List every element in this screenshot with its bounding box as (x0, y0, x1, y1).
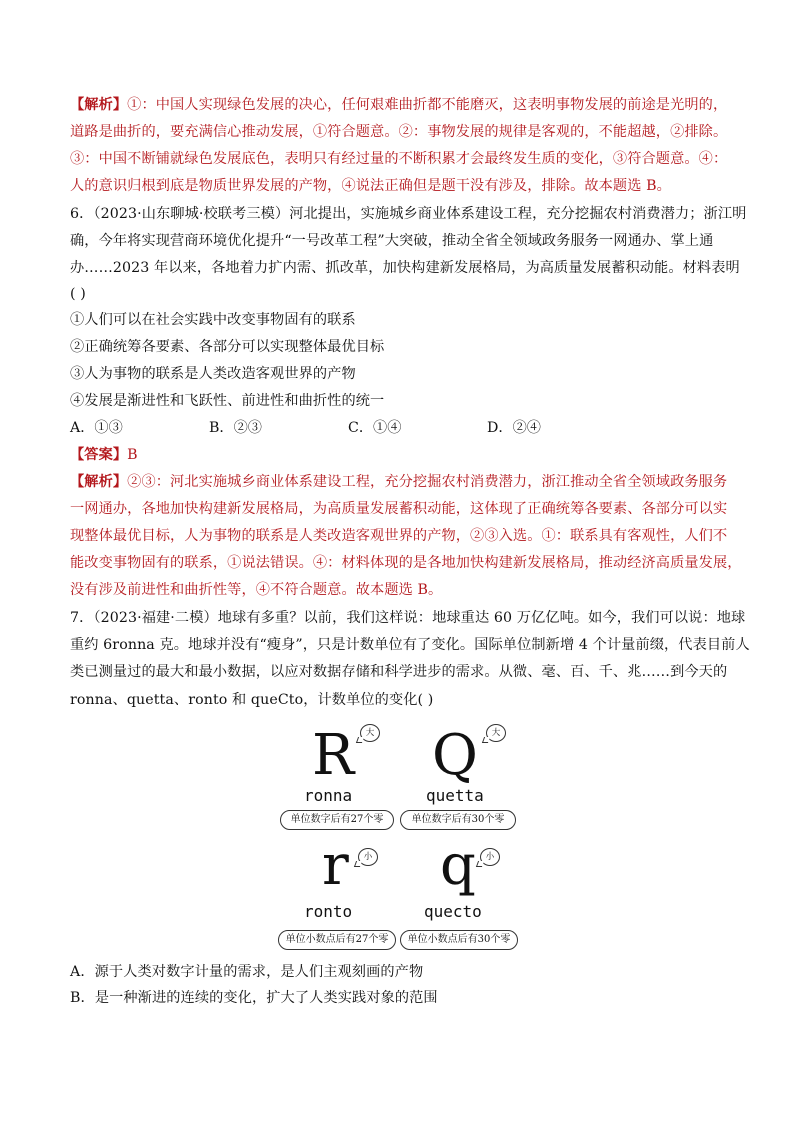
q6-analysis-line-1 (70, 472, 740, 492)
q6-stem-line-2: 确，今年将实现营商环境优化提升“一号改革工程”大突破，推动全省全领域政务服务一网通办、掌上通 (70, 233, 714, 249)
q6-statement-4: ④发展是渐进性和飞跃性、前进性和曲折性的统一 (70, 393, 385, 409)
ronna-note: 单位数字后有27个零 (280, 810, 394, 830)
q6-answer-value: B (127, 447, 138, 463)
q6-answer-label: 【答案】 (70, 447, 128, 463)
q6-statement-2: ②正确统筹各要素、各部分可以实现整体最优目标 (70, 339, 385, 355)
q6-answer (70, 445, 740, 465)
quetta-word: quetta (426, 786, 484, 805)
q7-option-b: B．是一种渐进的连续的变化，扩大了人类实践对象的范围 (70, 990, 438, 1006)
q5-analysis-line-2: 道路是曲折的，要充满信心推动发展，①符合题意。②：事物发展的规律是客观的，不能超越，②排除。 (70, 124, 728, 140)
q5-analysis-label: 【解析】 (70, 97, 128, 113)
q5-analysis-line-4: 人的意识归根到底是物质世界发展的产物，④说法正确但是题干没有涉及，排除。故本题选 B。 (70, 178, 671, 194)
ronto-letter: r (322, 833, 349, 898)
q5-analysis-line-3: ③：中国不断铺就绿色发展底色，表明只有经过量的不断积累才会最终发生质的变化，③符合题意。④： (70, 151, 728, 167)
q7-stem-line-4: ronna、quetta、ronto 和 queCto，计数单位的变化( ) (70, 692, 434, 708)
ronto-note: 单位小数点后有27个零 (278, 930, 396, 950)
q6-analysis-label: 【解析】 (70, 474, 128, 490)
quecto-bubble: 小 (480, 848, 500, 866)
q6-option-a: A．①③ (70, 420, 123, 436)
q6-analysis-line-3: 现整体最优目标，人为事物的联系是人类改造客观世界的产物，②③入选。①：联系具有客观性，人们不 (70, 528, 728, 544)
q6-analysis-line-2: 一网通办，各地加快构建新发展格局，为高质量发展蓄积动能，这体现了正确统筹各要素、各部分可以实 (70, 501, 728, 517)
q7-option-a: A．源于人类对数字计量的需求，是人们主观刻画的产物 (70, 964, 424, 980)
q6-statement-3: ③人为事物的联系是人类改造客观世界的产物 (70, 366, 356, 382)
q6-statement-1: ①人们可以在社会实践中改变事物固有的联系 (70, 312, 356, 328)
q7-stem-line-3: 类已测量过的最大和最小数据，以应对数据存储和科学进步的需求。从微、毫、百、千、兆……到今天的 (70, 664, 728, 680)
q6-stem-line-1: 6．（2023·山东聊城·校联考三模）河北提出，实施城乡商业体系建设工程，充分挖掘农村消费潜力；浙江明 (70, 206, 747, 222)
q5-analysis-text-1: ①：中国人实现绿色发展的决心，任何艰难曲折都不能磨灭，这表明事物发展的前途是光明的， (127, 97, 728, 113)
quetta-note: 单位数字后有30个零 (400, 810, 516, 830)
quecto-note: 单位小数点后有30个零 (400, 930, 518, 950)
quetta-letter: Q (432, 723, 478, 788)
quetta-bubble: 大 (486, 724, 506, 742)
q6-analysis-line-5: 没有涉及前进性和曲折性等，④不符合题意。故本题选 B。 (70, 582, 443, 598)
ronna-letter: R (312, 723, 355, 788)
q6-option-c: C．①④ (348, 420, 402, 436)
q6-stem-line-4: ( ) (70, 286, 86, 302)
q5-analysis-line-1 (70, 95, 740, 115)
unit-prefix-figure (270, 720, 530, 960)
q6-analysis-line-4: 能改变事物固有的联系，①说法错误。④：材料体现的是各地加快构建新发展格局，推动经济高质量发展， (70, 555, 742, 571)
quecto-word: quecto (424, 902, 482, 921)
ronto-bubble: 小 (358, 848, 378, 866)
q6-stem-line-3: 办……2023 年以来，各地着力扩内需、抓改革，加快构建新发展格局，为高质量发展蓄积动能。材料表明 (70, 260, 740, 276)
q6-analysis-text-1: ②③：河北实施城乡商业体系建设工程，充分挖掘农村消费潜力，浙江推动全省全领域政务服务 (127, 474, 728, 490)
quecto-letter: q (440, 833, 476, 898)
ronto-word: ronto (304, 902, 353, 921)
ronna-word: ronna (304, 786, 353, 805)
q6-option-d: D．②④ (487, 420, 541, 436)
q6-option-b: B．②③ (209, 420, 262, 436)
q7-stem-line-1: 7．（2023·福建·二模）地球有多重？以前，我们这样说：地球重达 60 万亿亿吨。如今，我们可以说：地球 (70, 610, 746, 626)
q7-stem-line-2: 重约 6ronna 克。地球并没有“瘦身”，只是计数单位有了变化。国际单位制新增 4 个计量前缀，代表目前人 (70, 637, 750, 653)
ronna-bubble: 大 (360, 724, 380, 742)
